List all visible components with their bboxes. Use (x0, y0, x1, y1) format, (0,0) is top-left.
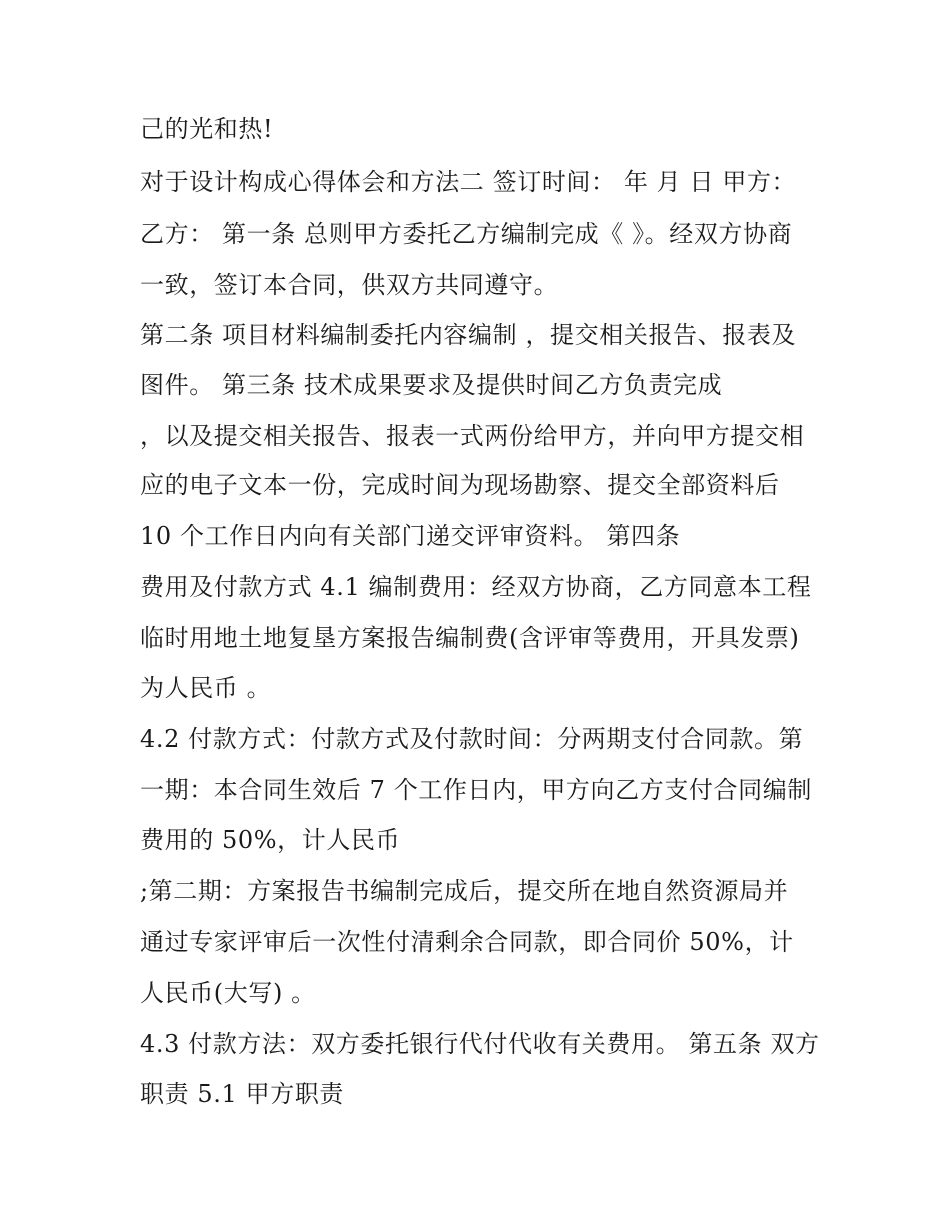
text-line: 一致，签订本合同，供双方共同遵守。 (140, 271, 559, 299)
text-line: 己的光和热! (140, 115, 274, 143)
text-line: 临时用地土地复垦方案报告编制费(含评审等费用，开具发票) (140, 624, 800, 652)
text-line: 对于设计构成心得体会和方法二 签订时间： 年 月 日 甲方： (140, 168, 797, 196)
text-line: 为人民币 。 (140, 674, 272, 702)
text-line: 职责 5.1 甲方职责 (140, 1080, 345, 1108)
text-line: ;第二期：方案报告书编制完成后，提交所在地自然资源局并 (140, 877, 789, 905)
text-line: 第二条 项目材料编制委托内容编制 ，提交相关报告、报表及 (140, 321, 797, 349)
text-line: 一期：本合同生效后 7 个工作日内，甲方向乙方支付合同编制 (140, 776, 812, 804)
text-line: 4.2 付款方式：付款方式及付款时间：分两期支付合同款。第 (140, 725, 804, 753)
text-line: 人民币(大写) 。 (140, 979, 316, 1007)
text-line: ，以及提交相关报告、报表一式两份给甲方，并向甲方提交相 (140, 422, 805, 450)
text-line: 应的电子文本一份，完成时间为现场勘察、提交全部资料后 (140, 471, 780, 499)
text-line: 图件。 第三条 技术成果要求及提供时间乙方负责完成 (140, 371, 723, 399)
text-line: 通过专家评审后一次性付清剩余合同款，即合同价 50%，计 (140, 928, 794, 956)
text-line: 费用的 50%，计人民币 (140, 826, 401, 854)
text-line: 费用及付款方式 4.1 编制费用：经双方协商，乙方同意本工程 (140, 573, 812, 601)
text-line: 10 个工作日内向有关部门递交评审资料。 第四条 (140, 522, 681, 550)
text-line: 4.3 付款方法：双方委托银行代付代收有关费用。 第五条 双方 (140, 1030, 820, 1058)
text-line: 乙方： 第一条 总则甲方委托乙方编制完成《 》。经双方协商 (140, 220, 793, 248)
